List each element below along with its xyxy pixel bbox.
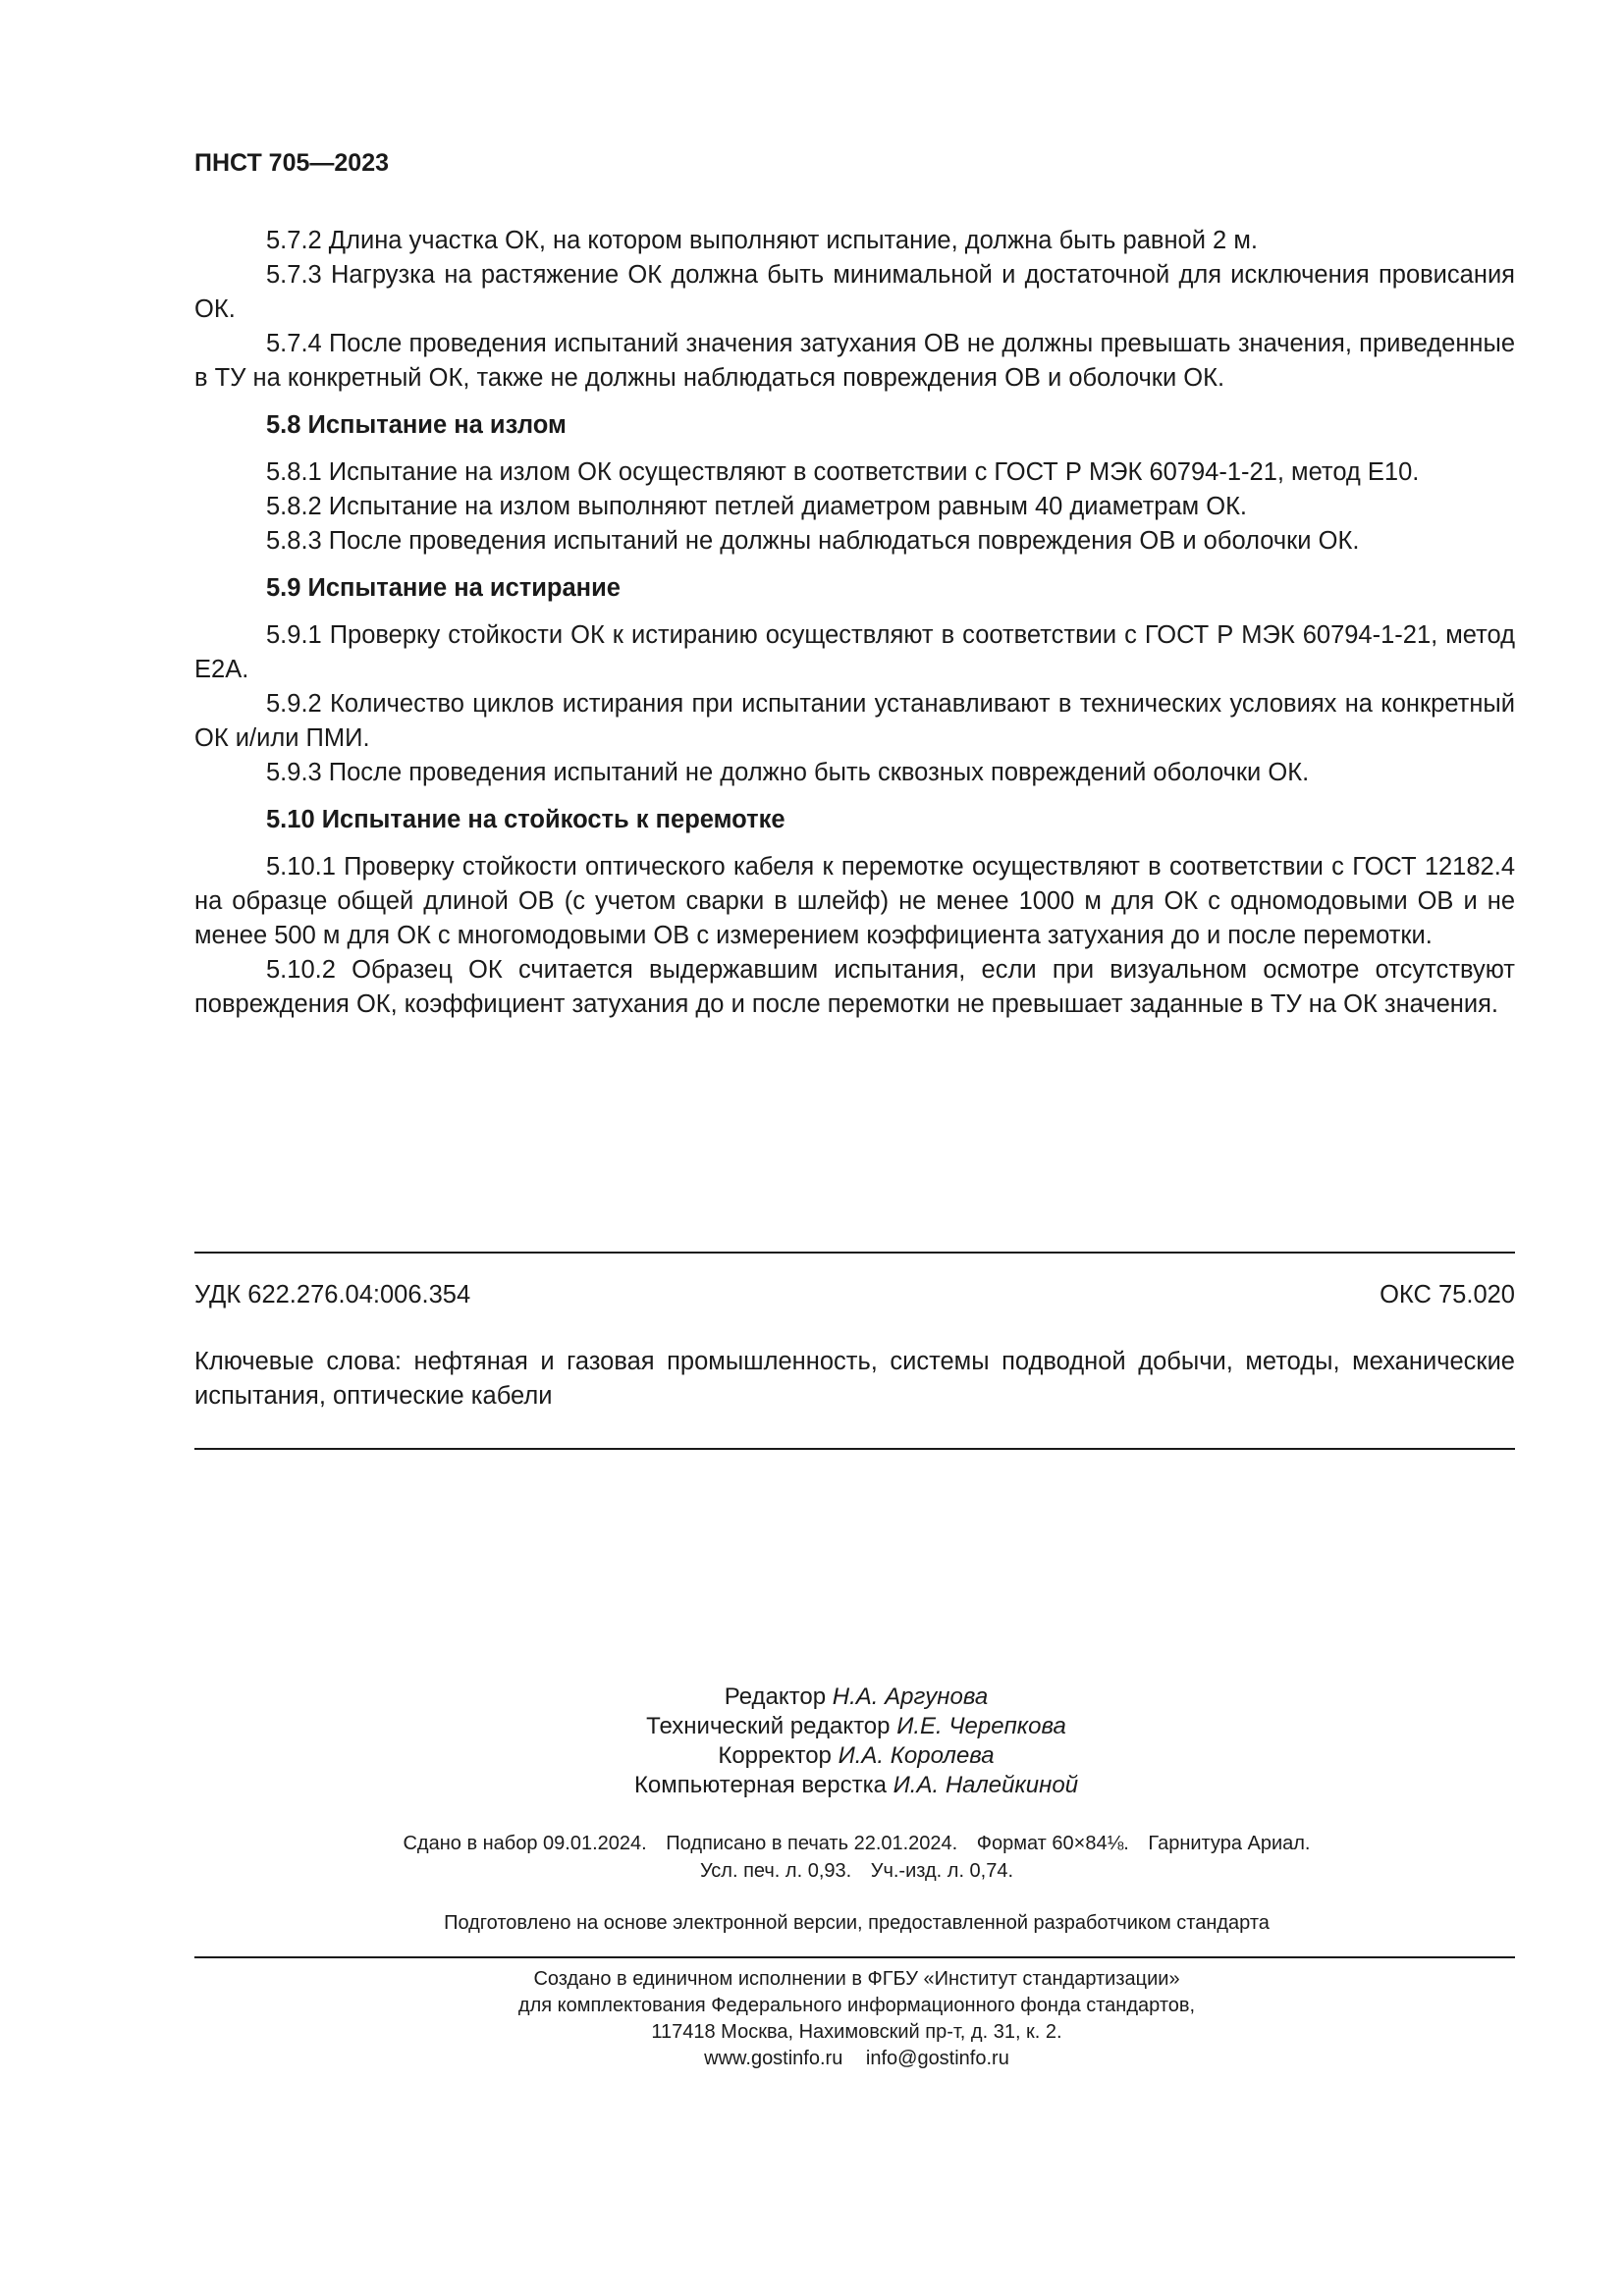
udk-code: УДК 622.276.04:006.354: [194, 1281, 471, 1308]
paragraph-5-7-4: 5.7.4 После проведения испытаний значения затухания ОВ не должны превышать значения, приведенные в ТУ на конкретный ОК, также не должны наблюдаться повреждения ОВ и оболочки ОК.: [194, 330, 1515, 392]
credit-editor-name: Н.А. Аргунова: [832, 1683, 989, 1710]
page-header-standard-id: ПНСТ 705—2023: [194, 149, 389, 177]
oks-code: ОКС 75.020: [1380, 1281, 1515, 1308]
footer-email-link[interactable]: info@gostinfo.ru: [865, 2048, 1009, 2069]
credit-layout: [0, 1771, 1624, 1800]
paragraph-5-7-2: 5.7.2 Длина участка ОК, на котором выполняют испытание, должна быть равной 2 м.: [266, 227, 1258, 254]
publication-line-1: [0, 1830, 1624, 1857]
section-heading-5-8: 5.8 Испытание на излом: [266, 411, 567, 439]
credit-layout-label: Компьютерная верстка: [633, 1772, 887, 1798]
divider-top: [194, 1252, 1515, 1254]
credit-corrector-name: И.А. Королева: [838, 1742, 995, 1769]
paragraph-5-9-2: 5.9.2 Количество циклов истирания при испытании устанавливают в технических условиях на конкретный ОК и/или ПМИ.: [194, 690, 1515, 752]
footer-line-3: 117418 Москва, Нахимовский пр-т, д. 31, к. 2.: [651, 2021, 1062, 2043]
document-body: [194, 224, 1515, 1022]
credit-corrector-label: Корректор: [718, 1742, 832, 1769]
footer-block: [0, 1966, 1624, 2072]
section-heading-5-9: 5.9 Испытание на истирание: [266, 574, 621, 602]
paragraph-5-9-1: 5.9.1 Проверку стойкости ОК к истиранию осуществляют в соответствии с ГОСТ Р МЭК 60794-1-21, метод Е2А.: [194, 621, 1515, 683]
paragraph-5-7-3: 5.7.3 Нагрузка на растяжение ОК должна быть минимальной и достаточной для исключения провисания ОК.: [194, 261, 1515, 323]
credit-tech-editor: [0, 1712, 1624, 1741]
credit-tech-editor-name: И.Е. Черепкова: [896, 1713, 1066, 1739]
footer-line-2: для комплектования Федерального информационного фонда стандартов,: [517, 1995, 1196, 2016]
publication-line-2: [0, 1857, 1624, 1885]
paragraph-5-8-1: 5.8.1 Испытание на излом ОК осуществляют в соответствии с ГОСТ Р МЭК 60794-1-21, метод Е10.: [266, 458, 1420, 486]
paragraph-5-8-2: 5.8.2 Испытание на излом выполняют петлей диаметром равным 40 диаметрам ОК.: [266, 493, 1248, 520]
prepared-note: Подготовлено на основе электронной версии, предоставленной разработчиком стандарта: [444, 1912, 1270, 1934]
pub-print-sheets: Усл. печ. л. 0,93.: [699, 1860, 852, 1882]
publication-info: [0, 1830, 1624, 1885]
divider-bottom: [194, 1448, 1515, 1450]
footer-website-link[interactable]: www.gostinfo.ru: [704, 2048, 843, 2069]
credits-block: [0, 1682, 1624, 1800]
credit-editor-label: Редактор: [724, 1683, 827, 1710]
footer-links: [0, 2046, 1624, 2072]
credit-corrector: [0, 1741, 1624, 1771]
pub-format: Формат 60×84⅛.: [976, 1833, 1129, 1854]
divider-footer: [194, 1956, 1515, 1958]
footer-line-1: Создано в единичном исполнении в ФГБУ «Институт стандартизации»: [533, 1968, 1180, 1990]
paragraph-5-9-3: 5.9.3 После проведения испытаний не должно быть сквозных повреждений оболочки ОК.: [266, 759, 1310, 786]
credit-editor: [0, 1682, 1624, 1712]
credit-tech-editor-label: Технический редактор: [646, 1713, 891, 1739]
pub-signed: Подписано в печать 22.01.2024.: [666, 1833, 958, 1854]
keywords: Ключевые слова: нефтяная и газовая промышленность, системы подводной добычи, методы, механические испытания, оптические кабели: [194, 1348, 1515, 1410]
pub-submitted: Сдано в набор 09.01.2024.: [403, 1833, 647, 1854]
paragraph-5-10-2: 5.10.2 Образец ОК считается выдержавшим испытания, если при визуальном осмотре отсутствуют повреждения ОК, коэффициент затухания до и после перемотки не превышает заданные в ТУ на ОК значения.: [194, 956, 1515, 1018]
pub-typeface: Гарнитура Ариал.: [1148, 1833, 1311, 1854]
paragraph-5-10-1: 5.10.1 Проверку стойкости оптического кабеля к перемотке осуществляют в соответствии с ГОСТ 12182.4 на образце общей длиной ОВ (с учетом сварки в шлейф) не менее 1000 м для ОК с одномодовыми ОВ и не менее 500 м для ОК с многомодовыми ОВ с измерением коэффициента затухания до и после перемотки.: [194, 853, 1515, 949]
section-heading-5-10: 5.10 Испытание на стойкость к перемотке: [266, 806, 785, 833]
credit-layout-name: И.А. Налейкиной: [893, 1772, 1079, 1798]
pub-publisher-sheets: Уч.-изд. л. 0,74.: [870, 1860, 1014, 1882]
paragraph-5-8-3: 5.8.3 После проведения испытаний не должны наблюдаться повреждения ОВ и оболочки ОК.: [266, 527, 1360, 555]
